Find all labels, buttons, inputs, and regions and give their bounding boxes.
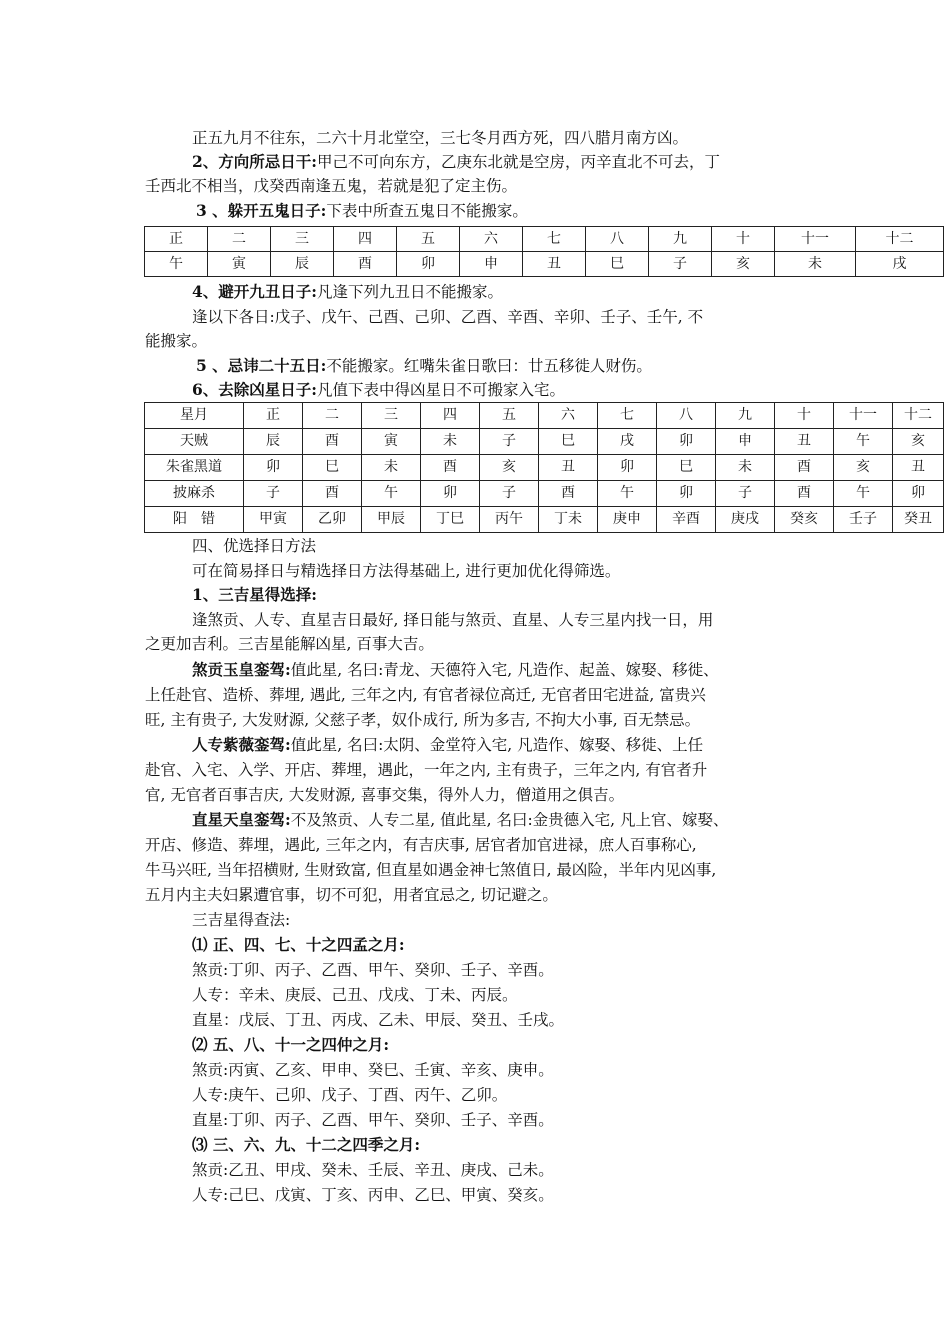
table-cell: 巳 — [657, 455, 716, 481]
table-cell: 卯 — [657, 481, 716, 507]
month-cell: 二 — [208, 227, 271, 252]
header-cell: 九 — [716, 403, 775, 429]
section-4-title: 4、避开九丑日子: — [192, 282, 318, 301]
header-cell: 五 — [480, 403, 539, 429]
day-cell: 子 — [649, 252, 712, 277]
table-cell: 酉 — [303, 429, 362, 455]
table-cell: 甲寅 — [244, 507, 303, 533]
table-row — [145, 227, 944, 252]
table-cell: 卯 — [893, 481, 944, 507]
section-2-line — [192, 150, 852, 174]
part-4-heading: 四、优选择日方法 — [192, 537, 317, 555]
month-cell: 十二 — [856, 227, 944, 252]
table-row — [145, 481, 944, 507]
table-cell: 子 — [480, 429, 539, 455]
header-cell: 星月 — [145, 403, 244, 429]
table-cell: 丑 — [893, 455, 944, 481]
month-cell: 八 — [586, 227, 649, 252]
section-6-line — [192, 378, 852, 402]
table-cell: 丁巳 — [421, 507, 480, 533]
paragraph-three-stars-a: 逢煞贡、人专、直星吉日最好, 择日能与煞贡、直星、人专三星内找一日，用 — [192, 611, 714, 629]
table-cell: 子 — [716, 481, 775, 507]
paragraph-three-stars-b: 之更加吉利。三吉星能解凶星, 百事大吉。 — [145, 635, 434, 653]
table-cell: 卯 — [421, 481, 480, 507]
table-cell: 申 — [716, 429, 775, 455]
table-cell: 未 — [716, 455, 775, 481]
paragraph-month-directions: 正五九月不往东，二六十月北堂空，三七冬月西方死，四八腊月南方凶。 — [192, 129, 689, 147]
month-cell: 十一 — [775, 227, 856, 252]
section-3-text: 下表中所查五鬼日不能搬家。 — [326, 202, 528, 220]
header-cell: 十一 — [834, 403, 893, 429]
table-row — [145, 507, 944, 533]
table-cell: 丙午 — [480, 507, 539, 533]
month-cell: 七 — [523, 227, 586, 252]
shagong-line-b: 上任赴官、造桥、葬埋, 遇此, 三年之内, 有官者禄位高迁, 无官者田宅进益, 富贵兴 — [145, 686, 706, 704]
section-5-line — [196, 354, 856, 378]
day-cell: 卯 — [397, 252, 460, 277]
section-2-text: 甲己不可向东方，乙庚东北就是空房，丙辛直北不可去，丁 — [317, 153, 721, 171]
zhixing-line-a — [192, 808, 852, 832]
table-row — [145, 429, 944, 455]
table-header-row — [145, 403, 944, 429]
section-6-text: 凡值下表中得凶星日不可搬家入宅。 — [317, 381, 566, 399]
table-cell: 巳 — [303, 455, 362, 481]
header-cell: 六 — [539, 403, 598, 429]
section-4-line — [192, 280, 852, 304]
header-cell: 十二 — [893, 403, 944, 429]
section-2-continuation: 壬西北不相当，戊癸西南逢五鬼，若就是犯了定主伤。 — [145, 177, 518, 195]
section-3-title: 3 、躲开五鬼日子: — [196, 201, 327, 220]
zhixing-line-c: 牛马兴旺, 当年招横财, 生财致富, 但直星如遇金神七煞值日, 最凶险，半年内见凶事, — [145, 861, 717, 879]
star-name-cell: 阳 错 — [145, 507, 244, 533]
header-cell: 三 — [362, 403, 421, 429]
table-cell: 亥 — [834, 455, 893, 481]
day-cell: 亥 — [712, 252, 775, 277]
day-cell: 丑 — [523, 252, 586, 277]
section-5-title: 5 、忌讳二十五日: — [196, 356, 327, 375]
group-3-shagong: 煞贡:乙丑、甲戌、癸未、壬辰、辛丑、庚戌、己未。 — [192, 1161, 554, 1179]
table-cell: 酉 — [303, 481, 362, 507]
table-cell: 丑 — [539, 455, 598, 481]
table-cell: 酉 — [421, 455, 480, 481]
day-cell: 寅 — [208, 252, 271, 277]
method-heading: 三吉星得查法: — [192, 911, 291, 929]
header-cell: 七 — [598, 403, 657, 429]
month-cell: 正 — [145, 227, 208, 252]
day-cell: 巳 — [586, 252, 649, 277]
group-2-renzhuan: 人专:庚午、己卯、戊子、丁酉、丙午、乙卯。 — [192, 1086, 508, 1104]
star-name-cell: 天贼 — [145, 429, 244, 455]
header-cell: 四 — [421, 403, 480, 429]
table-cell: 壬子 — [834, 507, 893, 533]
day-cell: 辰 — [271, 252, 334, 277]
table-cell: 丁未 — [539, 507, 598, 533]
table-cell: 午 — [598, 481, 657, 507]
table-cell: 酉 — [775, 455, 834, 481]
evil-star-days-table — [144, 402, 944, 533]
table-cell: 卯 — [598, 455, 657, 481]
table-cell: 寅 — [362, 429, 421, 455]
table-cell: 巳 — [539, 429, 598, 455]
group-2-shagong: 煞贡:丙寅、乙亥、甲申、癸巳、壬寅、辛亥、庚申。 — [192, 1061, 554, 1079]
table-cell: 戌 — [598, 429, 657, 455]
group-1-renzhuan: 人专：辛未、庚辰、己丑、戊戌、丁未、丙辰。 — [192, 986, 518, 1004]
table-cell: 亥 — [893, 429, 944, 455]
table-cell: 卯 — [657, 429, 716, 455]
zhixing-text: 不及煞贡、人专二星, 值此星, 名曰:金贵德入宅, 凡上官、嫁娶、 — [290, 811, 729, 829]
day-cell: 酉 — [334, 252, 397, 277]
table-cell: 午 — [834, 429, 893, 455]
day-cell: 戌 — [856, 252, 944, 277]
group-1-shagong: 煞贡:丁卯、丙子、乙酉、甲午、癸卯、壬子、辛酉。 — [192, 961, 554, 979]
table-cell: 甲辰 — [362, 507, 421, 533]
table-cell: 午 — [834, 481, 893, 507]
table-cell: 未 — [362, 455, 421, 481]
table-cell: 卯 — [244, 455, 303, 481]
shagong-title: 煞贡玉皇銮驾: — [192, 660, 291, 679]
section-4-days-line: 逢以下各日:戊子、戊午、己酉、己卯、乙酉、辛酉、辛卯、壬子、壬午, 不 — [192, 308, 704, 326]
table-row — [145, 455, 944, 481]
section-6-title: 6、去除凶星日子: — [192, 380, 318, 399]
table-cell: 乙卯 — [303, 507, 362, 533]
zhixing-line-d: 五月内主夫妇累遭官事，切不可犯，用者宜忌之, 切记避之。 — [145, 886, 558, 904]
section-4-text: 凡逢下列九丑日不能搬家。 — [317, 283, 504, 301]
header-cell: 二 — [303, 403, 362, 429]
zhixing-title: 直星天皇銮驾: — [192, 810, 291, 829]
group-2-zhixing: 直星:丁卯、丙子、乙酉、甲午、癸卯、壬子、辛酉。 — [192, 1111, 554, 1129]
renzhuan-line-a — [192, 733, 852, 757]
month-cell: 九 — [649, 227, 712, 252]
month-cell: 三 — [271, 227, 334, 252]
renzhuan-title: 人专紫薇銮驾: — [192, 735, 291, 754]
table-cell: 癸丑 — [893, 507, 944, 533]
table-row — [145, 252, 944, 277]
section-3-line — [196, 199, 856, 223]
table-cell: 午 — [362, 481, 421, 507]
group-1-zhixing: 直星：戊辰、丁丑、丙戌、乙未、甲辰、癸丑、壬戌。 — [192, 1011, 565, 1029]
table-cell: 酉 — [775, 481, 834, 507]
group-1-title: ⑴ 正、四、七、十之四孟之月: — [192, 935, 405, 954]
renzhuan-text: 值此星, 名曰:太阴、金堂符入宅, 凡造作、嫁娶、移徙、上任 — [290, 736, 704, 754]
month-cell: 五 — [397, 227, 460, 252]
table-cell: 庚申 — [598, 507, 657, 533]
header-cell: 十 — [775, 403, 834, 429]
table-cell: 子 — [244, 481, 303, 507]
month-cell: 十 — [712, 227, 775, 252]
table-cell: 庚戌 — [716, 507, 775, 533]
group-3-title: ⑶ 三、六、九、十二之四季之月: — [192, 1135, 421, 1154]
month-cell: 四 — [334, 227, 397, 252]
zhixing-line-b: 开店、修造、葬埋，遇此, 三年之内，有吉庆事, 居官者加官进禄，庶人百事称心, — [145, 836, 697, 854]
table-cell: 辰 — [244, 429, 303, 455]
header-cell: 八 — [657, 403, 716, 429]
table-cell: 亥 — [480, 455, 539, 481]
shagong-line-c: 旺, 主有贵子, 大发财源, 父慈子孝，奴仆成行, 所为多吉, 不拘大小事, 百无禁忌。 — [145, 711, 701, 729]
section-5-text: 不能搬家。红嘴朱雀日歌曰：廿五移徙人财伤。 — [326, 357, 652, 375]
star-name-cell: 朱雀黑道 — [145, 455, 244, 481]
day-cell: 未 — [775, 252, 856, 277]
table-cell: 辛酉 — [657, 507, 716, 533]
star-name-cell: 披麻杀 — [145, 481, 244, 507]
month-cell: 六 — [460, 227, 523, 252]
five-ghost-days-table — [144, 226, 944, 277]
group-2-title: ⑵ 五、八、十一之四仲之月: — [192, 1035, 390, 1054]
table-cell: 子 — [480, 481, 539, 507]
subsection-1-title: 1、三吉星得选择: — [192, 585, 318, 604]
shagong-text: 值此星, 名曰:青龙、天德符入宅, 凡造作、起盖、嫁娶、移徙、 — [290, 661, 719, 679]
section-2-title: 2、方向所忌日干: — [192, 152, 318, 171]
day-cell: 午 — [145, 252, 208, 277]
renzhuan-line-b: 赴官、入宅、入学、开店、葬埋，遇此，一年之内, 主有贵子，三年之内, 有官者升 — [145, 761, 708, 779]
section-4-days-cont: 能搬家。 — [145, 332, 208, 350]
day-cell: 申 — [460, 252, 523, 277]
header-cell: 正 — [244, 403, 303, 429]
table-cell: 丑 — [775, 429, 834, 455]
table-cell: 未 — [421, 429, 480, 455]
table-cell: 癸亥 — [775, 507, 834, 533]
table-cell: 酉 — [539, 481, 598, 507]
shagong-line-a — [192, 658, 852, 682]
part-4-intro: 可在简易择日与精选择日方法得基础上, 进行更加优化得筛选。 — [192, 562, 621, 580]
group-3-renzhuan: 人专:己巳、戊寅、丁亥、丙申、乙巳、甲寅、癸亥。 — [192, 1186, 554, 1204]
renzhuan-line-c: 官, 无官者百事吉庆, 大发财源, 喜事交集，得外人力，僧道用之俱吉。 — [145, 786, 625, 804]
